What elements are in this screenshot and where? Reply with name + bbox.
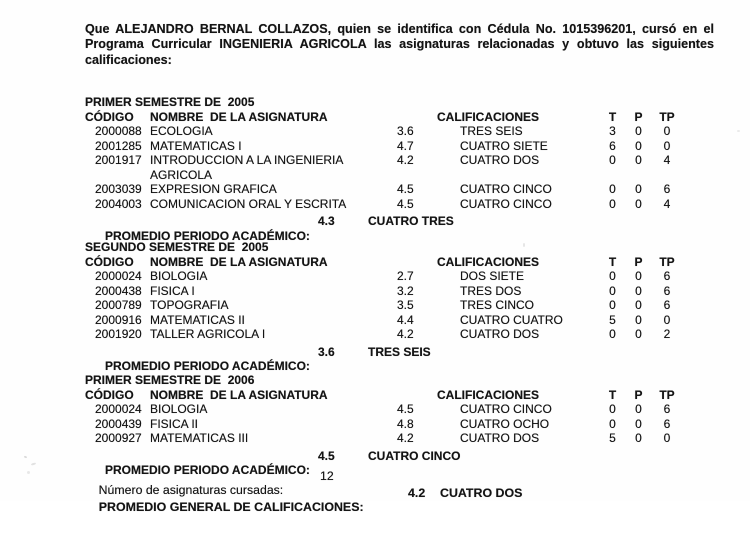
grade-number: 4.7 [397, 138, 414, 153]
course-code: 2001920 [95, 327, 142, 341]
scan-noise-speck [523, 243, 525, 247]
grade-number: 3.2 [397, 283, 414, 298]
grade-number: 4.5 [397, 182, 414, 196]
grade-number: 4.5 [397, 196, 414, 211]
scan-noise-speck [24, 455, 28, 458]
t-hours: 6 [609, 138, 616, 153]
p-hours: 0 [635, 269, 642, 283]
grade-words: CUATRO SIETE [460, 138, 548, 153]
grade-number: 3.6 [397, 124, 414, 138]
p-hours: 0 [635, 196, 642, 211]
header-calificaciones: CALIFICACIONES [437, 387, 539, 402]
period-average-number: 4.5 [318, 448, 335, 463]
course-name: ECOLOGIA [150, 124, 213, 138]
header-tp: TP [659, 254, 675, 269]
course-code: 2000024 [95, 402, 142, 416]
course-name: MATEMATICAS III [150, 431, 249, 445]
course-row [85, 153, 682, 182]
column-header-row [85, 255, 682, 270]
period-average-row [85, 344, 682, 373]
grade-number: 4.2 [397, 431, 414, 445]
grade-words: TRES DOS [460, 283, 522, 298]
header-calificaciones: CALIFICACIONES [437, 109, 539, 124]
semester-title: SEGUNDO SEMESTRE DE 2005 [85, 240, 269, 254]
grade-words: TRES SEIS [460, 124, 523, 138]
course-row [85, 298, 682, 313]
grade-number: 4.5 [397, 402, 414, 416]
header-codigo: CÓDIGO [85, 109, 134, 124]
period-average-words: CUATRO CINCO [368, 448, 461, 463]
course-row [85, 313, 682, 328]
course-row [85, 327, 682, 342]
period-average-number: 4.3 [318, 214, 335, 228]
grade-words: CUATRO CUATRO [460, 312, 563, 327]
course-code: 2000024 [95, 269, 142, 283]
intro-paragraph: Que ALEJANDRO BERNAL COLLAZOS, quien se identifica con Cédula No. 1015396201, cursó en el Programa Curricular INGENIERIA AGRICOLA las asignaturas relacionadas y obtuvo las siguientes calificaciones: [85, 22, 714, 67]
course-code: 2001285 [95, 138, 142, 153]
t-hours: 5 [609, 312, 616, 327]
header-p: P [634, 387, 643, 402]
t-hours: 5 [609, 431, 616, 445]
grade-words: CUATRO OCHO [460, 416, 550, 431]
course-row [85, 139, 682, 154]
t-hours: 0 [609, 269, 616, 283]
p-hours: 0 [635, 182, 642, 196]
course-name: TOPOGRAFIA [150, 298, 229, 312]
grade-number: 4.8 [397, 416, 414, 431]
course-name: FISICA II [150, 416, 199, 431]
p-hours: 0 [635, 138, 642, 153]
grade-number: 4.4 [397, 312, 414, 327]
t-hours: 0 [609, 402, 616, 416]
header-t: T [608, 254, 617, 269]
t-hours: 0 [609, 298, 616, 312]
course-name: TALLER AGRICOLA I [150, 327, 266, 341]
tp-hours: 6 [663, 283, 671, 298]
column-header-row [85, 388, 682, 403]
semester-section-2005-2 [85, 240, 682, 373]
p-hours: 0 [635, 312, 642, 327]
p-hours: 0 [635, 283, 642, 298]
p-hours: 0 [635, 431, 642, 445]
tp-hours: 2 [663, 327, 671, 341]
course-code: 2004003 [95, 196, 142, 211]
t-hours: 0 [609, 283, 616, 298]
course-row [85, 197, 682, 212]
general-average-row [85, 486, 523, 514]
scan-noise-speck [31, 462, 36, 465]
p-hours: 0 [635, 416, 642, 431]
course-row [85, 417, 682, 432]
general-average-label: PROMEDIO GENERAL DE CALIFICACIONES: [98, 500, 364, 514]
grade-words: CUATRO DOS [460, 327, 540, 341]
period-average-label: PROMEDIO PERIODO ACADÉMICO: [105, 463, 310, 477]
header-t: T [608, 387, 617, 402]
course-name: COMUNICACION ORAL Y ESCRITA [150, 196, 347, 211]
p-hours: 0 [635, 327, 642, 341]
p-hours: 0 [635, 298, 642, 312]
header-codigo: CÓDIGO [85, 387, 134, 402]
course-row [85, 284, 682, 299]
t-hours: 0 [609, 182, 616, 196]
tp-hours: 0 [663, 124, 671, 138]
tp-hours: 6 [663, 182, 671, 196]
tp-hours: 6 [663, 402, 671, 416]
t-hours: 0 [609, 196, 616, 211]
general-average-words: CUATRO DOS [440, 486, 523, 500]
grade-words: CUATRO CINCO [460, 402, 552, 416]
course-code: 2000927 [95, 431, 142, 445]
header-t: T [608, 109, 617, 124]
grade-words: CUATRO CINCO [460, 182, 552, 196]
course-name: FISICA I [150, 283, 195, 298]
semester-section-2005-1 [85, 95, 682, 243]
header-calificaciones: CALIFICACIONES [437, 254, 539, 269]
course-code: 2000439 [95, 416, 142, 431]
grade-words: CUATRO DOS [460, 153, 540, 167]
course-row [85, 269, 682, 284]
courses-count-label: Número de asignaturas cursadas: [98, 483, 284, 497]
t-hours: 0 [609, 416, 616, 431]
course-code: 2000438 [95, 283, 142, 298]
header-nombre: NOMBRE DE LA ASIGNATURA [150, 387, 328, 402]
grade-number: 4.2 [397, 327, 414, 341]
period-average-number: 3.6 [318, 344, 335, 359]
course-name: BIOLOGIA [150, 402, 208, 416]
course-name: MATEMATICAS II [150, 312, 245, 327]
course-row [85, 431, 682, 446]
header-codigo: CÓDIGO [85, 254, 134, 269]
grade-number: 3.5 [397, 298, 414, 312]
course-code: 2001917 [95, 153, 142, 167]
period-average-row [85, 214, 682, 243]
tp-hours: 6 [663, 416, 671, 431]
course-name: EXPRESION GRAFICA [150, 182, 277, 196]
t-hours: 0 [609, 327, 616, 341]
grade-number: 4.2 [397, 153, 414, 167]
p-hours: 0 [635, 124, 642, 138]
grade-words: CUATRO CINCO [460, 196, 552, 211]
course-name: MATEMATICAS I [150, 138, 242, 153]
header-nombre: NOMBRE DE LA ASIGNATURA [150, 109, 328, 124]
course-row [85, 124, 682, 139]
courses-count-value: 12 [320, 469, 334, 483]
header-nombre: NOMBRE DE LA ASIGNATURA [150, 254, 328, 269]
course-code: 2000916 [95, 312, 142, 327]
header-p: P [634, 254, 643, 269]
scan-noise-speck [27, 471, 30, 474]
tp-hours: 4 [663, 196, 671, 211]
course-row [85, 182, 682, 197]
period-average-label: PROMEDIO PERIODO ACADÉMICO: [105, 359, 310, 373]
tp-hours: 6 [663, 298, 671, 312]
tp-hours: 6 [663, 269, 671, 283]
grade-words: TRES CINCO [460, 298, 535, 312]
scan-noise-speck [737, 130, 740, 132]
tp-hours: 0 [663, 431, 671, 445]
grade-number: 2.7 [397, 269, 414, 283]
course-name: BIOLOGIA [150, 269, 208, 283]
semester-title: PRIMER SEMESTRE DE 2006 [85, 373, 255, 387]
tp-hours: 4 [663, 153, 671, 167]
grade-words: DOS SIETE [460, 269, 525, 283]
header-tp: TP [659, 109, 675, 124]
column-header-row [85, 110, 682, 125]
grade-words: CUATRO DOS [460, 431, 540, 445]
t-hours: 3 [609, 124, 616, 138]
header-p: P [634, 109, 643, 124]
tp-hours: 0 [663, 312, 671, 327]
period-average-label: PROMEDIO PERIODO ACADÉMICO: [105, 228, 310, 243]
semester-title: PRIMER SEMESTRE DE 2005 [85, 95, 255, 109]
period-average-words: CUATRO TRES [368, 214, 454, 228]
general-average-number: 4.2 [408, 486, 426, 500]
tp-hours: 0 [663, 138, 671, 153]
header-tp: TP [659, 387, 675, 402]
period-average-words: TRES SEIS [368, 344, 431, 359]
p-hours: 0 [635, 402, 642, 416]
course-code: 2000088 [95, 124, 142, 138]
course-code: 2003039 [95, 182, 142, 196]
p-hours: 0 [635, 153, 642, 167]
course-row [85, 402, 682, 417]
course-name: INTRODUCCION A LA INGENIERIA AGRICOLA [150, 153, 343, 182]
course-code: 2000789 [95, 298, 142, 312]
t-hours: 0 [609, 153, 616, 167]
